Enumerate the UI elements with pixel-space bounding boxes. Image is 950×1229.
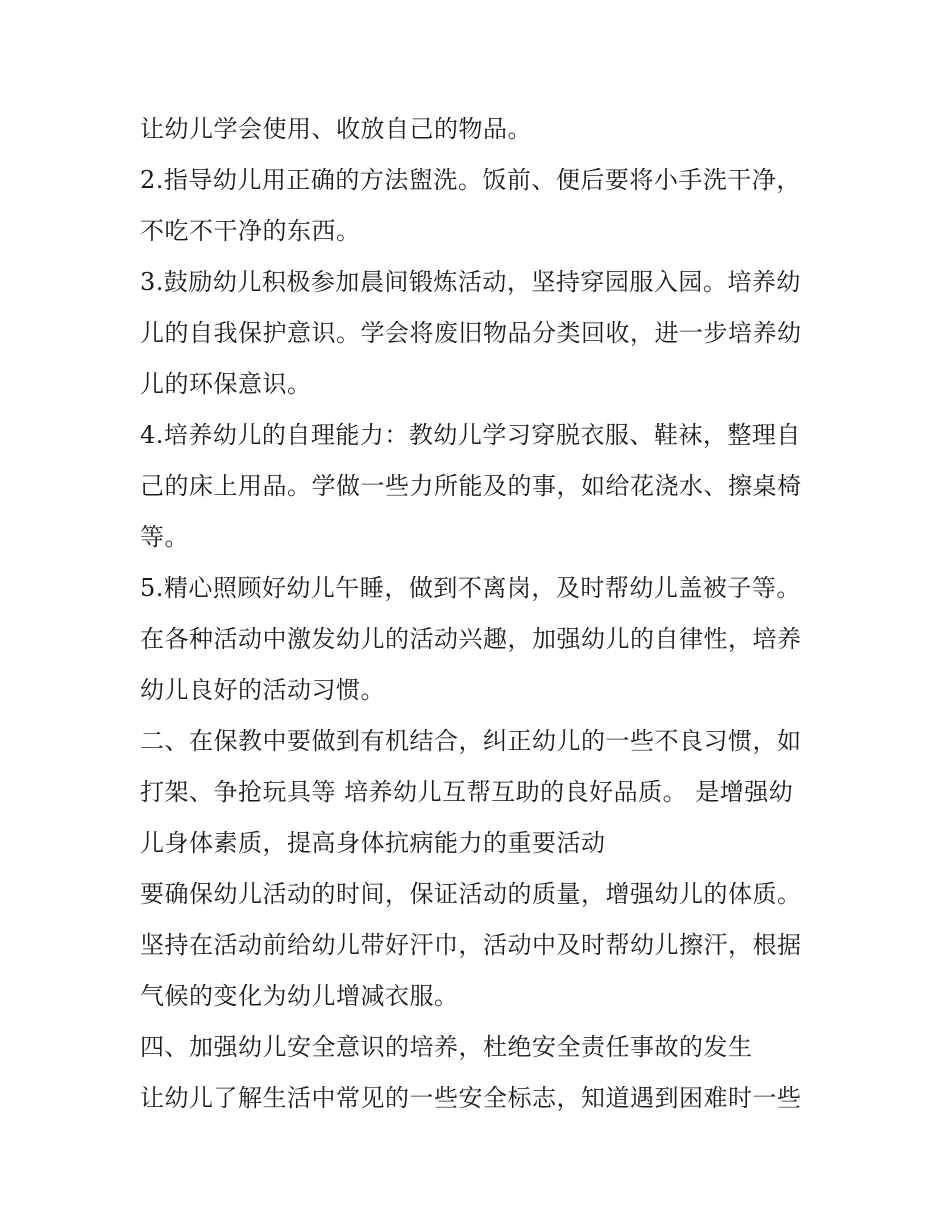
text-line: 己的床上用品。学做一些力所能及的事，如给花浇水、擦桌椅 xyxy=(140,472,802,500)
text-line: 幼儿良好的活动习惯。 xyxy=(140,676,385,704)
text-line: 四、加强幼儿安全意识的培养，杜绝安全责任事故的发生 xyxy=(140,1033,753,1061)
text-line: 儿身体素质，提高身体抗病能力的重要活动 xyxy=(140,829,606,857)
text-line: 气候的变化为幼儿增减衣服。 xyxy=(140,982,459,1010)
text-line: 让幼儿学会使用、收放自己的物品。 xyxy=(140,115,532,143)
text-line: 4.培养幼儿的自理能力：教幼儿学习穿脱衣服、鞋袜，整理自 xyxy=(140,421,801,449)
text-line: 打架、争抢玩具等 培养幼儿互帮互助的良好品质。 是增强幼 xyxy=(140,778,794,806)
text-line: 儿的环保意识。 xyxy=(140,370,312,398)
text-line: 要确保幼儿活动的时间，保证活动的质量，增强幼儿的体质。 xyxy=(140,880,802,908)
text-line: 在各种活动中激发幼儿的活动兴趣，加强幼儿的自律性，培养 xyxy=(140,625,802,653)
text-line: 不吃不干净的东西。 xyxy=(140,217,361,245)
text-line: 坚持在活动前给幼儿带好汗巾，活动中及时帮幼儿擦汗，根据 xyxy=(140,931,802,959)
text-line: 2.指导幼儿用正确的方法盥洗。饭前、便后要将小手洗干净， xyxy=(140,166,801,194)
text-line: 让幼儿了解生活中常见的一些安全标志，知道遇到困难时一些 xyxy=(140,1084,802,1112)
text-line: 5.精心照顾好幼儿午睡，做到不离岗，及时帮幼儿盖被子等。 xyxy=(140,574,801,602)
text-line: 二、在保教中要做到有机结合，纠正幼儿的一些不良习惯，如 xyxy=(140,727,802,755)
text-line: 3.鼓励幼儿积极参加晨间锻炼活动，坚持穿园服入园。培养幼 xyxy=(140,268,801,296)
text-line: 等。 xyxy=(140,523,189,551)
text-line: 儿的自我保护意识。学会将废旧物品分类回收，进一步培养幼 xyxy=(140,319,802,347)
